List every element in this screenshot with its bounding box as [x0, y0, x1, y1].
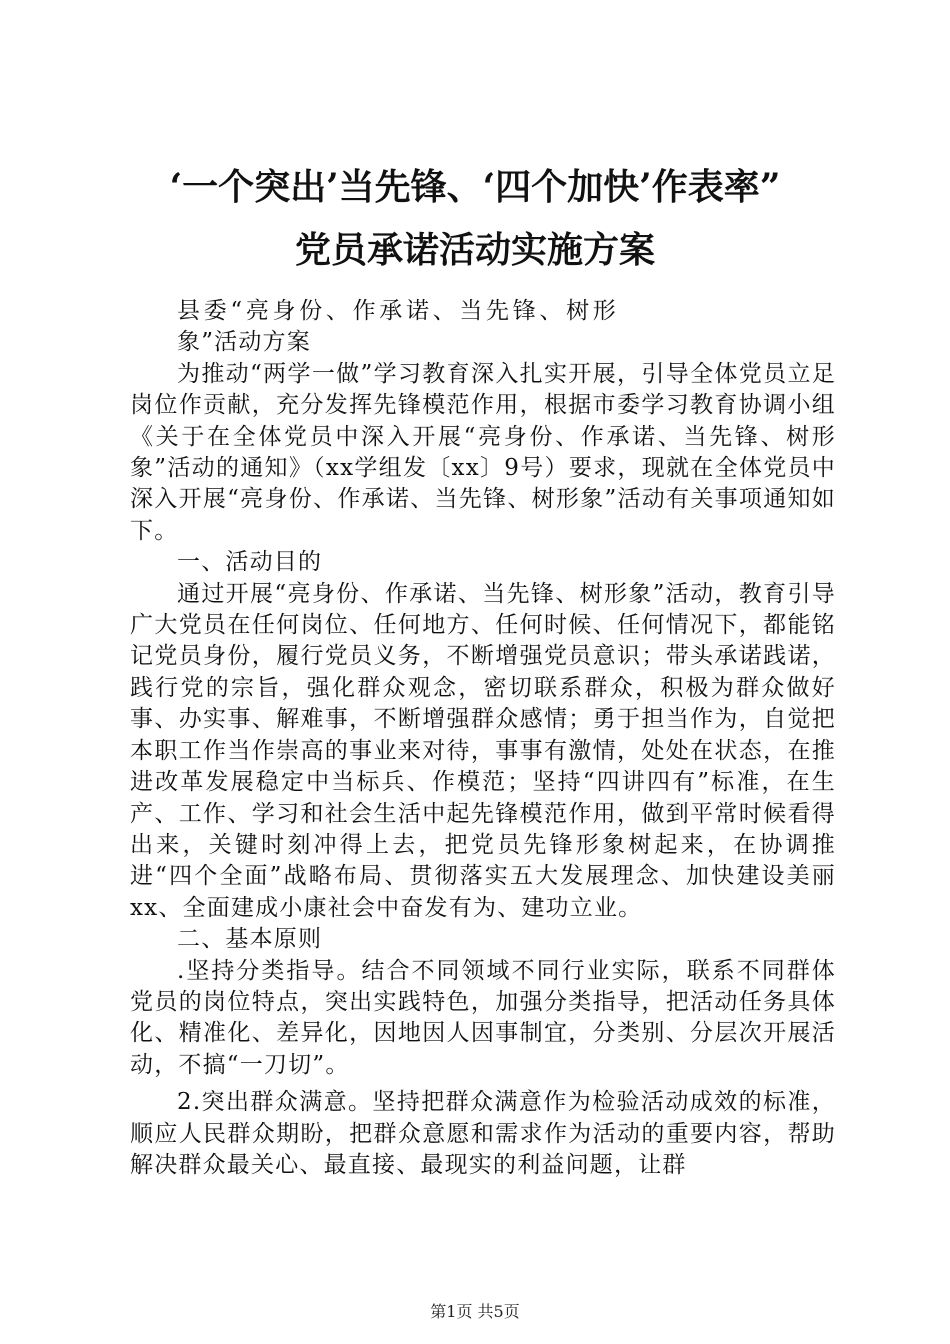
- paragraph-principle-1: .坚持分类指导。结合不同领域不同行业实际，联系不同群体党员的岗位特点，突出实践特色，加强分类指导，把活动任务具体化、精准化、差异化，因地因人因事制宜，分类别、分层次开展活动，不搞“一刀切”。: [130, 957, 836, 1078]
- paragraph-purpose: 通过开展“亮身份、作承诺、当先锋、树形象”活动，教育引导广大党员在任何岗位、任何地方、任何时候、任何情况下，都能铭记党员身份，履行党员义务，不断增强党员意识；带头承诺践诺，践行党的宗旨，强化群众观念，密切联系群众，积极为群众做好事、办实事、解难事，不断增强群众感情；勇于担当作为，自觉把本职工作当作崇高的事业来对待，事事有激情，处处在状态，在推进改革发展稳定中当标兵、作模范；坚持“四讲四有”标准，在生产、工作、学习和社会生活中起先锋模范作用，做到平常时候看得出来，关键时刻冲得上去，把党员先锋形象树起来，在协调推进“四个全面”战略布局、贯彻落实五大发展理念、加快建设美丽xx、全面建成小康社会中奋发有为、建功立业。: [130, 580, 836, 921]
- paragraph-principle-2: 2.突出群众满意。坚持把群众满意作为检验活动成效的标准，顺应人民群众期盼，把群众意愿和需求作为活动的重要内容，帮助解决群众最关心、最直接、最现实的利益问题，让群: [130, 1089, 836, 1178]
- paragraph-intro: 为推动“两学一做”学习教育深入扎实开展，引导全体党员立足岗位作贡献，充分发挥先锋模范作用，根据市委学习教育协调小组《关于在全体党员中深入开展“亮身份、作承诺、当先锋、树形象”活动的通知》（xx学组发〔xx〕9号）要求，现就在全体党员中深入开展“亮身份、作承诺、当先锋、树形象”活动有关事项通知如下。: [130, 360, 836, 544]
- document-body: [130, 296, 836, 1181]
- document-title-line-2: 党员承诺活动实施方案: [294, 229, 655, 271]
- page-number-footer: 第1页 共5页: [430, 1302, 520, 1321]
- document-title-line-1: ‘一个突出’当先锋、‘四个加快’作表率”: [169, 166, 781, 208]
- document-subtitle: 县委“亮身份、作承诺、当先锋、树形象”活动方案: [177, 298, 617, 356]
- section-heading-purpose: 一、活动目的: [177, 549, 323, 576]
- section-heading-principles: 二、基本原则: [177, 926, 323, 953]
